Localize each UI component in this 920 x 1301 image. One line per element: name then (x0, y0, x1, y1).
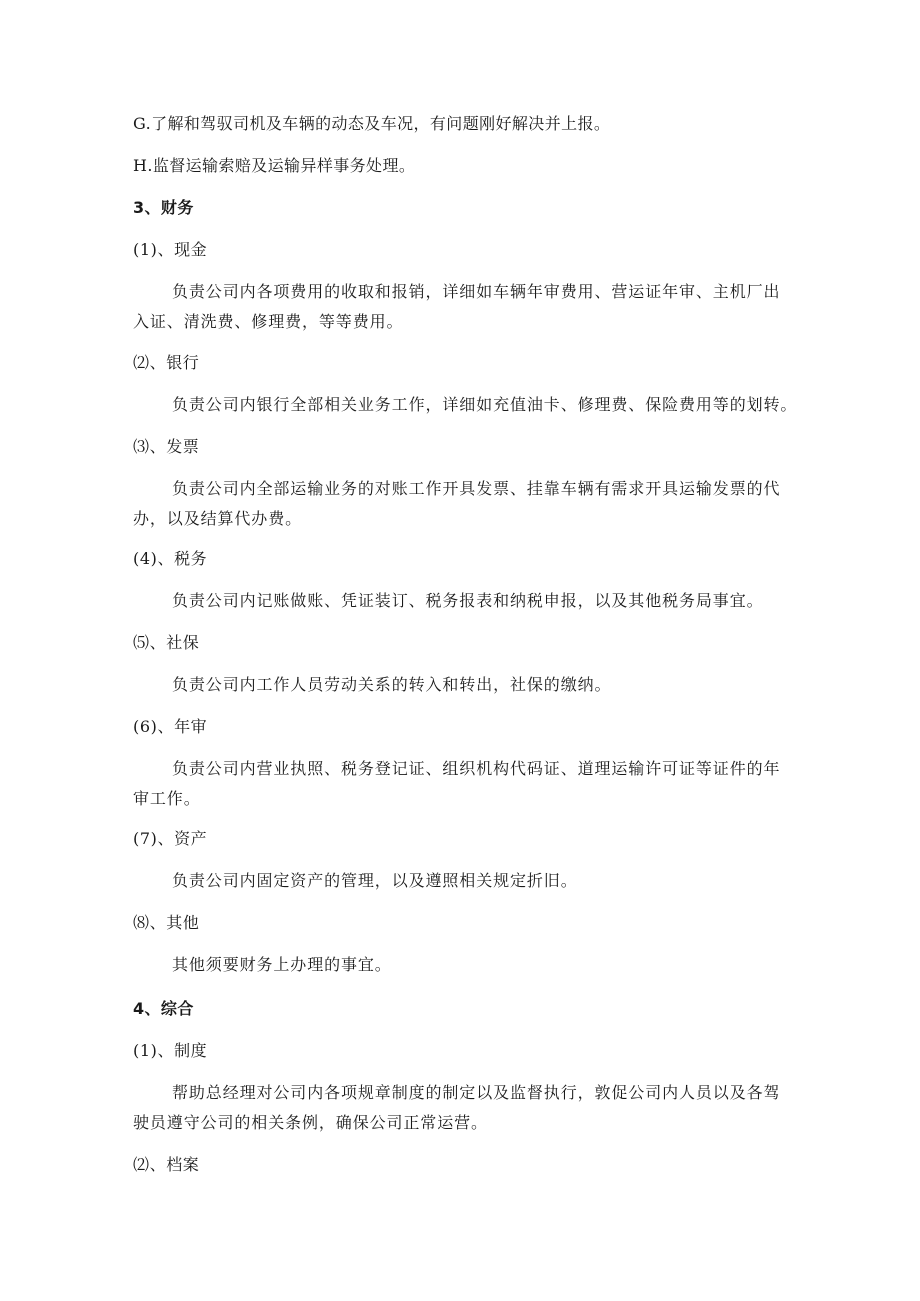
subheading-social-security: ⑸、社保 (133, 633, 200, 652)
paragraph-invoice-line-2: 办，以及结算代办费。 (133, 509, 303, 528)
section-heading-finance: 3、财务 (133, 198, 194, 217)
paragraph-bank: 负责公司内银行全部相关业务工作，详细如充值油卡、修理费、保险费用等的划转。 (172, 395, 798, 414)
paragraph-cash-line-2: 入证、清洗费、修理费，等等费用。 (133, 312, 404, 331)
paragraph-rules-line-1: 帮助总经理对公司内各项规章制度的制定以及监督执行，敦促公司内人员以及各驾 (172, 1083, 781, 1102)
subheading-cash: (1)、现金 (133, 240, 208, 259)
subheading-tax: (4)、税务 (133, 549, 208, 568)
item-g-text: G.了解和驾驭司机及车辆的动态及车况，有问题刚好解决并上报。 (133, 114, 611, 133)
paragraph-tax: 负责公司内记账做账、凭证装订、税务报表和纳税申报，以及其他税务局事宜。 (172, 591, 764, 610)
paragraph-rules-line-2: 驶员遵守公司的相关条例，确保公司正常运营。 (133, 1113, 488, 1132)
item-h-text: H.监督运输索赔及运输异样事务处理。 (133, 156, 416, 175)
subheading-archives: ⑵、档案 (133, 1155, 200, 1174)
subheading-other: ⑻、其他 (133, 913, 200, 932)
paragraph-annual-review-line-2: 审工作。 (133, 789, 201, 808)
paragraph-other: 其他须要财务上办理的事宜。 (172, 955, 392, 974)
subheading-assets: (7)、资产 (133, 829, 208, 848)
paragraph-assets: 负责公司内固定资产的管理，以及遵照相关规定折旧。 (172, 871, 578, 890)
section-heading-general: 4、综合 (133, 999, 194, 1018)
subheading-annual-review: (6)、年审 (133, 717, 208, 736)
paragraph-invoice-line-1: 负责公司内全部运输业务的对账工作开具发票、挂靠车辆有需求开具运输发票的代 (172, 479, 781, 498)
subheading-bank: ⑵、银行 (133, 353, 200, 372)
paragraph-annual-review-line-1: 负责公司内营业执照、税务登记证、组织机构代码证、道理运输许可证等证件的年 (172, 759, 781, 778)
subheading-invoice: ⑶、发票 (133, 437, 200, 456)
paragraph-cash-line-1: 负责公司内各项费用的收取和报销，详细如车辆年审费用、营运证年审、主机厂出 (172, 282, 781, 301)
subheading-rules: (1)、制度 (133, 1041, 208, 1060)
paragraph-social-security: 负责公司内工作人员劳动关系的转入和转出，社保的缴纳。 (172, 675, 612, 694)
